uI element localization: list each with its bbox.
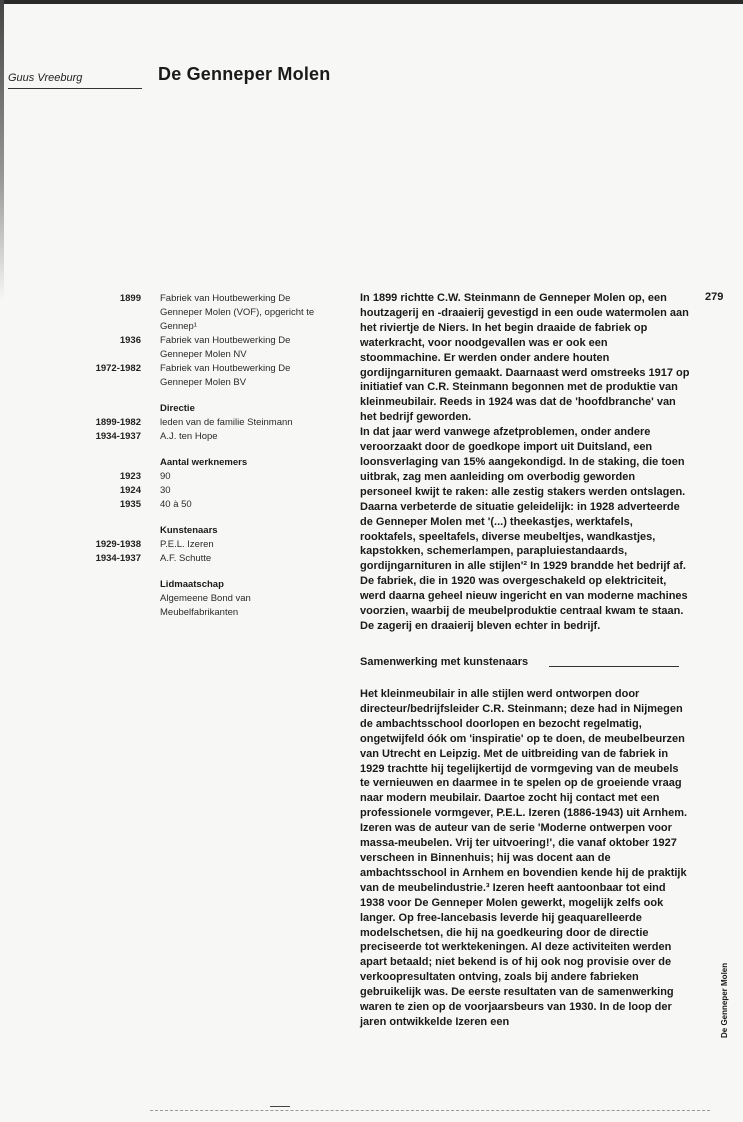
fact-text: A.J. ten Hope	[160, 431, 218, 442]
fact-text: leden van de familie Steinmann	[160, 417, 293, 428]
fact-sidebar	[0, 292, 340, 620]
fact-row	[0, 430, 340, 444]
running-side-tag	[706, 900, 743, 1040]
fact-year: 1934-1937	[95, 431, 141, 442]
fact-text: Fabriek van Houtbewerking De Genneper Molen (VOF), opgericht te Gennep¹	[160, 293, 315, 332]
fact-year: 1934-1937	[95, 553, 141, 564]
fact-year: 1899	[119, 293, 141, 304]
fact-text: A.F. Schutte	[160, 553, 212, 564]
fact-row	[0, 292, 340, 334]
fact-row	[0, 362, 340, 390]
fact-row	[0, 416, 340, 430]
kunstenaars-heading: Kunstenaars	[160, 525, 218, 536]
fact-text: P.E.L. Izeren	[160, 539, 214, 550]
fact-year: 1936	[119, 335, 141, 346]
directie-heading: Directie	[160, 403, 195, 414]
scan-border-top	[0, 0, 743, 4]
fact-row	[0, 334, 340, 362]
paragraph: In dat jaar werd vanwege afzetproblemen, onder andere veroorzaakt door de goedkope import uit Duitsland, een loonsverlaging van 15% aangekondigd. In de staking, die toen uitbrak, zag men aanleiding om overbodig geworden personeel kwijt te raken: alle zestig stakers werden ontslagen. Daarna verbeterde de situatie geleidelijk: in 1928 adverteerde de Genneper Molen met '(...) theekastjes, werktafels, rooktafels, speeltafels, diverse meubeltjes, wandkastjes, kapstokken, schemerlampen, parapluiestandaards, gordijngarnituren in alle stijlen'² In 1929 brandde het bedrijf af. De fabriek, die in 1920 was overgeschakeld op elektriciteit, werd daarna geheel nieuw ingericht en van moderne machines voorzien, waarbij de meubelproduktie centraal kwam te staan. De zagerij en draaierij bleven echter in bedrijf.	[360, 426, 688, 632]
section-heading: Samenwerking met kunstenaars	[360, 656, 529, 668]
lidmaatschap-heading: Lidmaatschap	[160, 579, 224, 590]
fact-text: 90	[160, 471, 171, 482]
paragraph: Het kleinmeubilair in alle stijlen werd ontworpen door directeur/bedrijfsleider C.R. Steinmann; deze had in Nijmegen de ambachtsschool doorlopen en bezocht regelmatig, ongetwijfeld óók om 'inspiratie' op te doen, de meubelbeurzen van Utrecht en Leipzig. Met de uitbreiding van de fabriek in 1929 trachtte hij tegelijkertijd de vormgeving van de meubels te vernieuwen en daarmee in te spelen op de groeiende vraag naar modern meubilair. Daartoe zocht hij contact met een professionele vormgever, P.E.L. Izeren (1886-1943) uit Arnhem. Izeren was de auteur van de serie 'Moderne ontwerpen voor massa-meubelen. Vrij ter uitvoering!', die vanaf oktober 1927 verscheen in Binnenhuis; hij was docent aan de ambachtsschool in Arnhem en bovendien kende hij de praktijk van de meubelindustrie.³ Izeren heeft aantoonbaar tot eind 1938 voor De Genneper Molen gewerkt, mogelijk zelfs ook langer. Op free-lancebasis leverde hij geaquarelleerde modelschetsen, die hij na goedkeuring door de directie preciseerde tot werktekeningen. Al deze activiteiten werden apart betaald; niet bekend is of hij ook nog provisie over de verkoopresultaten ontving, zoals bij andere fabrieken gebruikelijk was. De eerste resultaten van de samenwerking waren te zien op de voorjaarsbeurs van 1930. In de loop der jaren ontwikkelde Izeren een	[360, 688, 688, 1028]
fact-year	[0, 592, 160, 620]
fact-year: 1935	[119, 499, 141, 510]
body-text-column	[360, 687, 690, 1030]
side-tag-text: De Genneper Molen	[720, 962, 729, 1038]
fact-text: 30	[160, 485, 171, 496]
fact-year: 1929-1938	[95, 539, 141, 550]
fact-row	[0, 484, 340, 498]
section-rule	[549, 666, 679, 667]
fact-year: 1924	[119, 485, 141, 496]
fact-row	[0, 538, 340, 552]
author-rule	[8, 88, 142, 89]
fact-text: Fabriek van Houtbewerking De Genneper Molen NV	[160, 335, 291, 360]
scan-border-left	[0, 0, 4, 300]
fact-year: 1923	[119, 471, 141, 482]
fact-year: 1972-1982	[95, 363, 141, 374]
author-name: Guus Vreeburg	[8, 72, 83, 84]
fact-text: Algemeene Bond van Meubelfabrikanten	[160, 593, 251, 618]
werknemers-heading: Aantal werknemers	[160, 457, 248, 468]
footer-mark	[270, 1106, 290, 1108]
fact-row	[0, 470, 340, 484]
fact-year: 1899-1982	[95, 417, 141, 428]
fact-row	[0, 498, 340, 512]
page-number: 279	[705, 291, 724, 303]
fact-row	[0, 592, 340, 620]
fact-text: Fabriek van Houtbewerking De Genneper Molen BV	[160, 363, 291, 388]
footer-rule	[150, 1110, 710, 1112]
fact-text: 40 à 50	[160, 499, 192, 510]
body-text-column	[360, 291, 690, 634]
page-title: De Genneper Molen	[158, 64, 331, 84]
fact-row	[0, 552, 340, 566]
paragraph: In 1899 richtte C.W. Steinmann de Genneper Molen op, een houtzagerij en -draaierij gevestigd in een oude watermolen aan het riviertje de Niers. In het begin draaide de fabriek op waterkracht, voor noodgevallen was er ook een stoommachine. Er werden onder andere houten gordijngarnituren gemaakt. Daarnaast werd omstreeks 1917 op initiatief van C.R. Steinmann begonnen met de produktie van kleinmeubilair. Reeds in 1924 was dat de 'hoofdbranche' van het bedrijf geworden.	[360, 292, 690, 424]
